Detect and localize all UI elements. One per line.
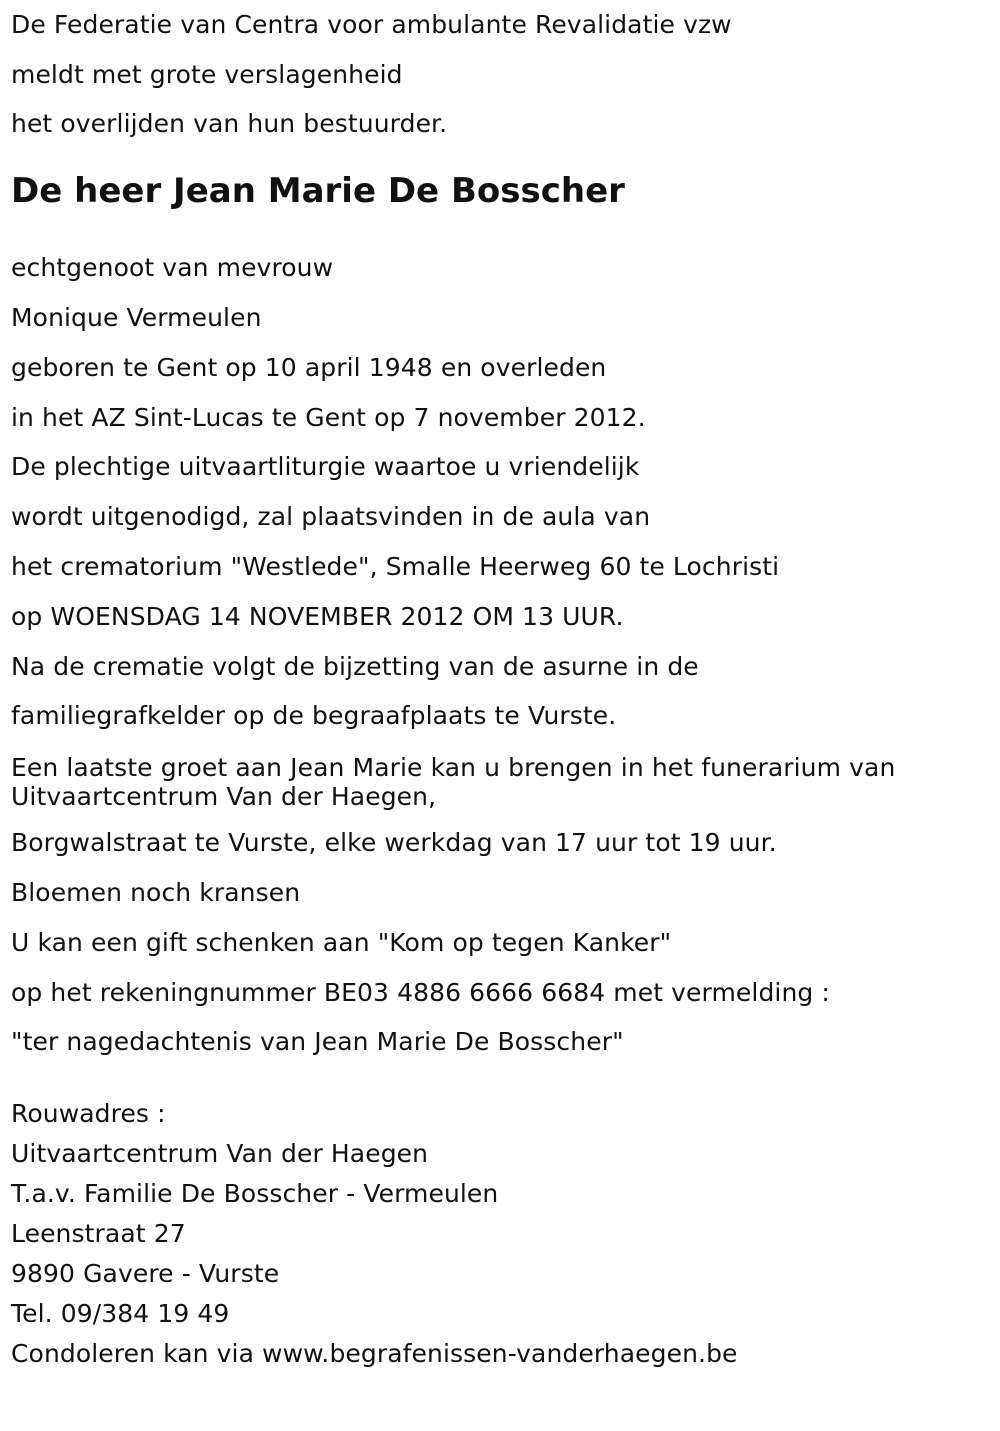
condolence-website-line: Condoleren kan via www.begrafenissen-vanderhaegen.be xyxy=(11,1339,738,1369)
mourning-address xyxy=(11,1101,986,1367)
body-line: op WOENSDAG 14 NOVEMBER 2012 OM 13 UUR. xyxy=(11,601,624,631)
phone-line: Tel. 09/384 19 49 xyxy=(11,1299,230,1329)
address-line: T.a.v. Familie De Bosscher - Vermeulen xyxy=(11,1179,499,1209)
address-label: Rouwadres : xyxy=(11,1099,166,1129)
body-line: familiegrafkelder op de begraafplaats te Vurste. xyxy=(11,701,617,731)
obituary-notice xyxy=(11,0,986,1381)
notice-body xyxy=(11,255,986,1055)
deceased-name-heading: De heer Jean Marie De Bosscher xyxy=(11,171,625,212)
body-line: het crematorium "Westlede", Smalle Heerweg 60 te Lochristi xyxy=(11,551,780,581)
address-line: Uitvaartcentrum Van der Haegen xyxy=(11,1139,429,1169)
body-line: U kan een gift schenken aan "Kom op tegen Kanker" xyxy=(11,927,672,957)
intro-line: het overlijden van hun bestuurder. xyxy=(11,109,448,139)
body-line: op het rekeningnummer BE03 4886 6666 6684 met vermelding : xyxy=(11,977,830,1007)
address-line: 9890 Gavere - Vurste xyxy=(11,1259,280,1289)
body-line: in het AZ Sint-Lucas te Gent op 7 november 2012. xyxy=(11,402,646,432)
body-line: Bloemen noch kransen xyxy=(11,877,301,907)
body-line: echtgenoot van mevrouw xyxy=(11,253,334,283)
body-line: Een laatste groet aan Jean Marie kan u brengen in het funerarium van Uitvaartcentrum Van der Haegen, xyxy=(11,753,896,812)
body-line: Monique Vermeulen xyxy=(11,302,262,332)
intro-line: meldt met grote verslagenheid xyxy=(11,59,403,89)
body-line: "ter nagedachtenis van Jean Marie De Bosscher" xyxy=(11,1027,624,1057)
address-line: Leenstraat 27 xyxy=(11,1219,186,1249)
body-line: Na de crematie volgt de bijzetting van de asurne in de xyxy=(11,651,699,681)
body-line: geboren te Gent op 10 april 1948 en overleden xyxy=(11,352,607,382)
body-line: Borgwalstraat te Vurste, elke werkdag van 17 uur tot 19 uur. xyxy=(11,828,777,858)
intro-block xyxy=(11,12,986,137)
body-line: wordt uitgenodigd, zal plaatsvinden in de aula van xyxy=(11,502,651,532)
body-line: De plechtige uitvaartliturgie waartoe u vriendelijk xyxy=(11,452,640,482)
intro-line: De Federatie van Centra voor ambulante Revalidatie vzw xyxy=(11,10,732,39)
